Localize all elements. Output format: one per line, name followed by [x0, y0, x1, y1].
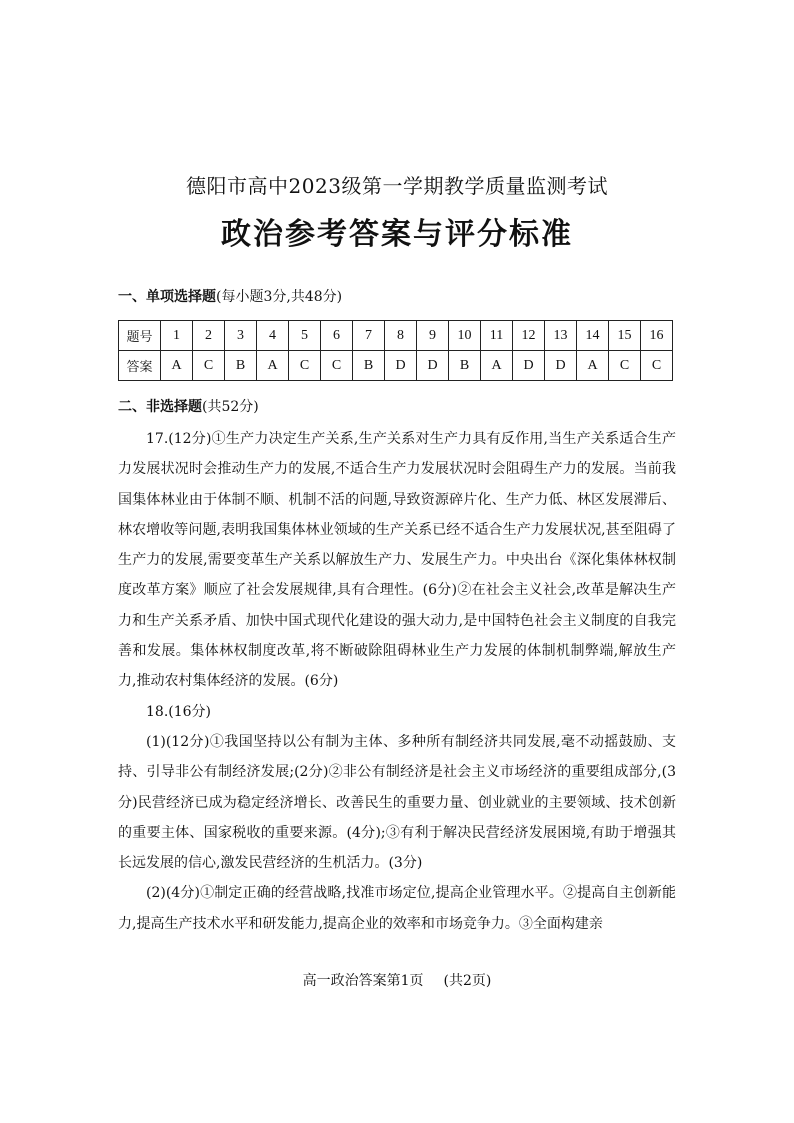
answer-cell: B	[353, 351, 385, 381]
row-label-question-number: 题号	[119, 321, 161, 351]
answer-cell: D	[417, 351, 449, 381]
question-number-cell: 6	[321, 321, 353, 351]
answer-paragraph-q17: 17.(12分)①生产力决定生产关系,生产关系对生产力具有反作用,当生产关系适合生产力发展状况时会推动生产力的发展,不适合生产力发展状况时会阻碍生产力的发展。当前我国集体林业由于体制不顺、机制不活的问题,导致资源碎片化、生产力低、林区发展滞后、林农增收等问题,表明我国集体林业领域的生产关系已经不适合生产力发展状况,甚至阻碍了生产力的发展,需要变革生产关系以解放生产力、发展生产力。中央出台《深化集体林权制度改革方案》顺应了社会发展规律,具有合理性。(6分)②在社会主义社会,改革是解决生产力和生产关系矛盾、加快中国式现代化建设的强大动力,是中国特色社会主义制度的自我完善和发展。集体林权制度改革,将不断破除阻碍林业生产力发展的体制机制弊端,解放生产力,推动农村集体经济的发展。(6分)	[118, 431, 676, 690]
page-number-label: 高一政治答案第1页	[302, 973, 424, 989]
answer-cell: A	[257, 351, 289, 381]
question-number-cell: 1	[161, 321, 193, 351]
answer-cell: A	[161, 351, 193, 381]
section-heading-note: (共52分)	[202, 399, 259, 415]
answer-cell: A	[577, 351, 609, 381]
section-heading-note: (每小题3分,共48分)	[216, 289, 343, 305]
answer-cell: C	[193, 351, 225, 381]
answer-body	[118, 424, 676, 939]
question-number-cell: 10	[449, 321, 481, 351]
document-title: 政治参考答案与评分标准	[221, 217, 573, 252]
total-pages-label: (共2页)	[443, 973, 492, 989]
section-heading-label: 二、非选择题	[118, 399, 202, 415]
section-heading-non-choice	[118, 396, 259, 416]
question-number-cell: 13	[545, 321, 577, 351]
exam-title: 德阳市高中2023级第一学期教学质量监测考试	[186, 174, 608, 198]
answer-cell: D	[513, 351, 545, 381]
answer-cell: B	[225, 351, 257, 381]
answer-table	[118, 320, 673, 381]
question-number-cell: 11	[481, 321, 513, 351]
question-number-cell: 15	[609, 321, 641, 351]
answer-cell: A	[481, 351, 513, 381]
answer-row	[119, 351, 673, 381]
answer-paragraph-q18-part1: (1)(12分)①我国坚持以公有制为主体、多种所有制经济共同发展,毫不动摇鼓励、支持、引导非公有制经济发展;(2分)②非公有制经济是社会主义市场经济的重要组成部分,(3分)民营经济已成为稳定经济增长、改善民生的重要力量、创业就业的主要领域、技术创新的重要主体、国家税收的重要来源。(4分);③有利于解决民营经济发展困境,有助于增强其长远发展的信心,激发民营经济的生机活力。(3分)	[118, 733, 676, 872]
question-number-cell: 2	[193, 321, 225, 351]
question-number-cell: 5	[289, 321, 321, 351]
question-number-cell: 4	[257, 321, 289, 351]
section-heading-label: 一、单项选择题	[118, 289, 216, 305]
question-number-row	[119, 321, 673, 351]
row-label-answer: 答案	[119, 351, 161, 381]
answer-paragraph-q18-part2: (2)(4分)①制定正确的经营战略,找准市场定位,提高企业管理水平。②提高自主创新能力,提高生产技术水平和研发能力,提高企业的效率和市场竞争力。③全面构建亲	[118, 885, 676, 932]
question-number-cell: 9	[417, 321, 449, 351]
answer-cell: C	[641, 351, 673, 381]
answer-cell: D	[545, 351, 577, 381]
section-heading-single-choice	[118, 286, 342, 306]
question-number-cell: 14	[577, 321, 609, 351]
question-number-cell: 7	[353, 321, 385, 351]
page-footer	[0, 970, 794, 990]
answer-paragraph-q18: 18.(16分)	[146, 703, 212, 720]
answer-cell: C	[289, 351, 321, 381]
answer-cell: D	[385, 351, 417, 381]
question-number-cell: 12	[513, 321, 545, 351]
answer-cell: C	[321, 351, 353, 381]
answer-cell: B	[449, 351, 481, 381]
question-number-cell: 8	[385, 321, 417, 351]
question-number-cell: 3	[225, 321, 257, 351]
answer-cell: C	[609, 351, 641, 381]
question-number-cell: 16	[641, 321, 673, 351]
